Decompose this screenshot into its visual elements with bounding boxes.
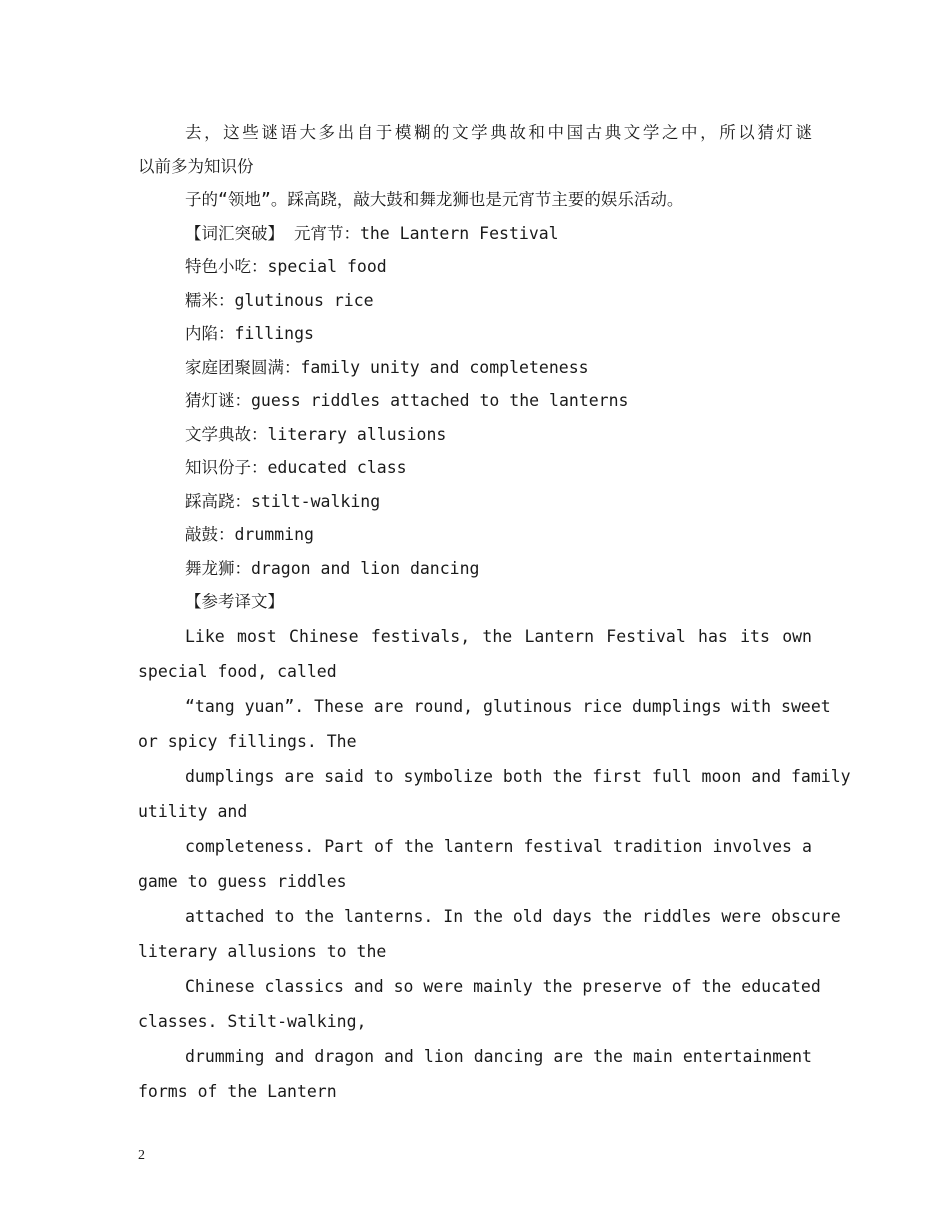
- vocab-item: 内陷：fillings: [185, 324, 314, 343]
- intro-line-3: 子的“领地”。踩高跷，敲大鼓和舞龙狮也是元宵节主要的娱乐活动。: [185, 190, 684, 209]
- intro-line-1: 去，这些谜语大多出自于模糊的文学典故和中国古典文学之中，所以猜灯谜: [185, 123, 812, 142]
- vocab-item: 踩高跷：stilt-walking: [185, 491, 381, 511]
- translation-line-cont: classes. Stilt-walking,: [138, 1011, 367, 1031]
- translation-line: attached to the lanterns. In the old days the riddles were obscure: [185, 906, 841, 926]
- vocab-item: 敲鼓：drumming: [185, 525, 314, 544]
- translation-line: completeness. Part of the lantern festival tradition involves a: [185, 836, 812, 856]
- vocab-item: 家庭团聚圆满：family unity and completeness: [185, 357, 589, 377]
- translation-line-cont: forms of the Lantern: [138, 1081, 337, 1101]
- vocab-item: 猜灯谜：guess riddles attached to the lanterns: [185, 391, 629, 410]
- translation-line: Like most Chinese festivals, the Lantern Festival has its own: [185, 626, 812, 646]
- translation-line-cont: special food, called: [138, 661, 337, 681]
- vocab-first-line: [138, 217, 812, 251]
- translation-heading: 【参考译文】: [185, 592, 284, 611]
- translation-line: dumplings are said to symbolize both the first full moon and family: [185, 766, 851, 786]
- translation-line-cont: or spicy fillings. The: [138, 731, 357, 751]
- translation-line: “tang yuan”. These are round, glutinous rice dumplings with sweet: [185, 696, 831, 716]
- vocab-item: 知识份子：educated class: [185, 458, 407, 477]
- vocab-item: 文学典故：literary allusions: [185, 424, 447, 444]
- page-number: 2: [138, 1148, 145, 1163]
- vocab-item: 元宵节：the Lantern Festival: [293, 223, 559, 243]
- intro-line-2: 以前多为知识份: [138, 156, 254, 176]
- vocab-item: 舞龙狮：dragon and lion dancing: [185, 558, 480, 578]
- translation-line-cont: literary allusions to the: [138, 941, 387, 961]
- vocab-item: 糯米：glutinous rice: [185, 290, 374, 310]
- page-body: [138, 116, 851, 1109]
- vocab-item: 特色小吃：special food: [185, 257, 387, 276]
- vocab-heading: 【词汇突破】: [185, 223, 284, 243]
- translation-line: Chinese classics and so were mainly the preserve of the educated: [185, 976, 821, 996]
- translation-line-cont: utility and: [138, 801, 248, 821]
- translation-line-cont: game to guess riddles: [138, 871, 347, 891]
- translation-line: drumming and dragon and lion dancing are the main entertainment: [185, 1046, 812, 1066]
